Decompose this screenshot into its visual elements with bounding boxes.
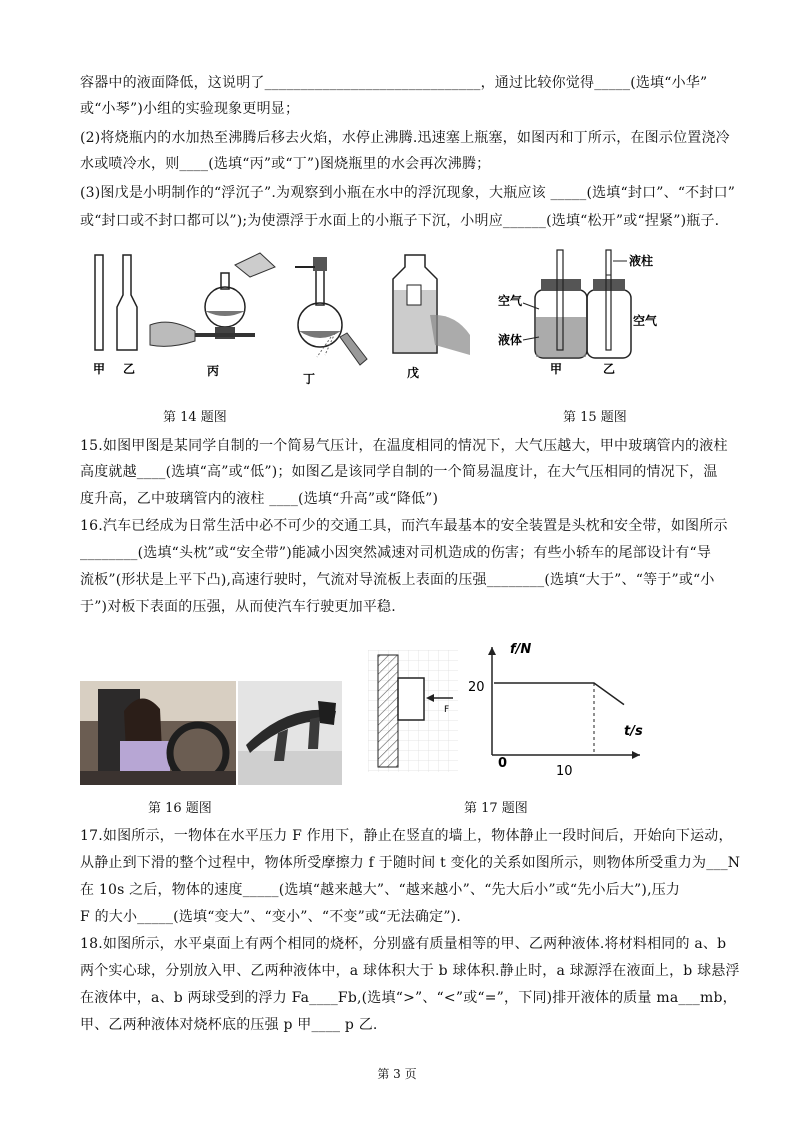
friction-time-graph: [462, 635, 652, 785]
text-line: 或“封口或不封口都可以”);为使漂浮于水面上的小瓶子下沉，小明应______(选填“松开”或“捏紧”)瓶子.: [80, 213, 720, 229]
text-line: 18.如图所示，水平桌面上有两个相同的烧杯，分别盛有质量相等的甲、乙两种液体.将材料相同的 a、b: [80, 936, 727, 952]
figure-17-graph: [462, 635, 652, 785]
text-line: 15.如图甲图是某同学自制的一个简易气压计，在温度相同的情况下，大气压越大，甲中玻璃管内的液柱: [80, 438, 728, 454]
text-line: 16.汽车已经成为日常生活中必不可少的交通工具，而汽车最基本的安全装置是头枕和安全带，如图所示: [80, 518, 728, 534]
text-line: 或“小琴”)小组的实验现象更明显；: [80, 101, 300, 117]
force-label: F: [444, 705, 450, 715]
text-line: F 的大小_____(选填“变大”、“变小”、“不变”或“无法确定”).: [80, 909, 461, 925]
fig14-caption: 第 14 题图: [163, 410, 227, 425]
fig14-label-yi: 乙: [123, 362, 136, 376]
figure-14: [85, 245, 475, 390]
fig14-label-jia: 甲: [93, 362, 106, 376]
text-line: 17.如图所示，一物体在水平压力 F 作用下，静止在竖直的墙上，物体静止一段时间后，开始向下运动，: [80, 828, 733, 844]
spoiler-photo-drawing: [238, 681, 342, 785]
y-tick-label: 20: [468, 680, 485, 695]
fig15-caption: 第 15 题图: [563, 410, 627, 425]
fig15-label-air-left: 空气: [498, 294, 523, 308]
x-tick-label: 10: [556, 764, 573, 779]
figure-16-driver-photo: [80, 681, 236, 785]
fig15-label-jia: 甲: [550, 362, 563, 376]
fig14-label-wu: 戊: [407, 366, 420, 380]
fig17-caption: 第 17 题图: [464, 801, 528, 816]
text-line: 在 10s 之后，物体的速度_____(选填“越来越大”、“越来越小”、“先大后小”或“先小后大”),压力: [80, 882, 681, 898]
fig15-label-yi: 乙: [603, 362, 616, 376]
fig15-label-liquid: 液体: [498, 333, 523, 347]
figure-14-drawing: [85, 245, 475, 390]
x-axis-label: t/s: [624, 724, 643, 739]
text-line: 水或喷冷水，则____(选填“丙”或“丁”)图烧瓶里的水会再次沸腾；: [80, 156, 491, 172]
fig15-label-air-right: 空气: [633, 314, 658, 328]
block-wall-drawing: [368, 650, 458, 772]
figure-15-drawing: [495, 245, 675, 380]
text-line: (2)将烧瓶内的水加热至沸腾后移去火焰，水停止沸腾.迅速塞上瓶塞，如图丙和丁所示，在图示位置浇冷: [80, 130, 730, 146]
driver-photo-drawing: [80, 681, 236, 785]
text-line: 从静止到下滑的整个过程中，物体所受摩擦力 f 于随时间 t 变化的关系如图所示，则物体所受重力为___N: [80, 855, 741, 871]
text-line: (3)图戊是小明制作的“浮沉子”.为观察到小瓶在水中的浮沉现象，大瓶应该 _____(选填“封口”、“不封口”: [80, 185, 736, 201]
text-line: 容器中的液面降低，这说明了______________________________，通过比较你觉得_____(选填“小华”: [80, 75, 708, 91]
figure-15: [495, 245, 675, 380]
text-line: 甲、乙两种液体对烧杯底的压强 p 甲____ p 乙.: [80, 1017, 378, 1033]
text-line: ________(选填“头枕”或“安全带”)能减小因突然减速对司机造成的伤害；有些小轿车的尾部设计有“导: [80, 545, 712, 561]
fig15-label-column: 液柱: [629, 254, 654, 268]
fig14-label-ding: 丁: [303, 372, 316, 386]
text-line: 两个实心球，分别放入甲、乙两种液体中，a 球体积大于 b 球体积.静止时，a 球源浮在液面上，b 球悬浮: [80, 963, 740, 979]
text-line: 高度就越____(选填“高”或“低”)；如图乙是该同学自制的一个简易温度计，在大气压相同的情况下，温: [80, 464, 718, 480]
text-line: 于”)对板下表面的压强，从而使汽车行驶更加平稳.: [80, 599, 396, 615]
friction-series-line: [494, 683, 624, 705]
figure-17-block: [368, 650, 458, 772]
y-axis-label: f/N: [510, 642, 532, 657]
text-line: 度升高，乙中玻璃管内的液柱 ____(选填“升高”或“降低”): [80, 491, 439, 507]
figure-16-spoiler-photo: [238, 681, 342, 785]
fig14-label-bing: 丙: [207, 364, 220, 378]
fig16-caption: 第 16 题图: [148, 801, 212, 816]
text-line: 在液体中，a、b 两球受到的浮力 Fa____Fb,(选填“>”、“<”或“=”，下同)排开液体的质量 ma___mb，: [80, 990, 737, 1006]
page-footer: 第 3 页: [377, 1067, 417, 1081]
x-tick-label-origin: 0: [498, 756, 508, 771]
text-line: 流板”(形状是上平下凸),高速行驶时，气流对导流板上表面的压强________(选填“大于”、“等于”或“小: [80, 572, 715, 588]
